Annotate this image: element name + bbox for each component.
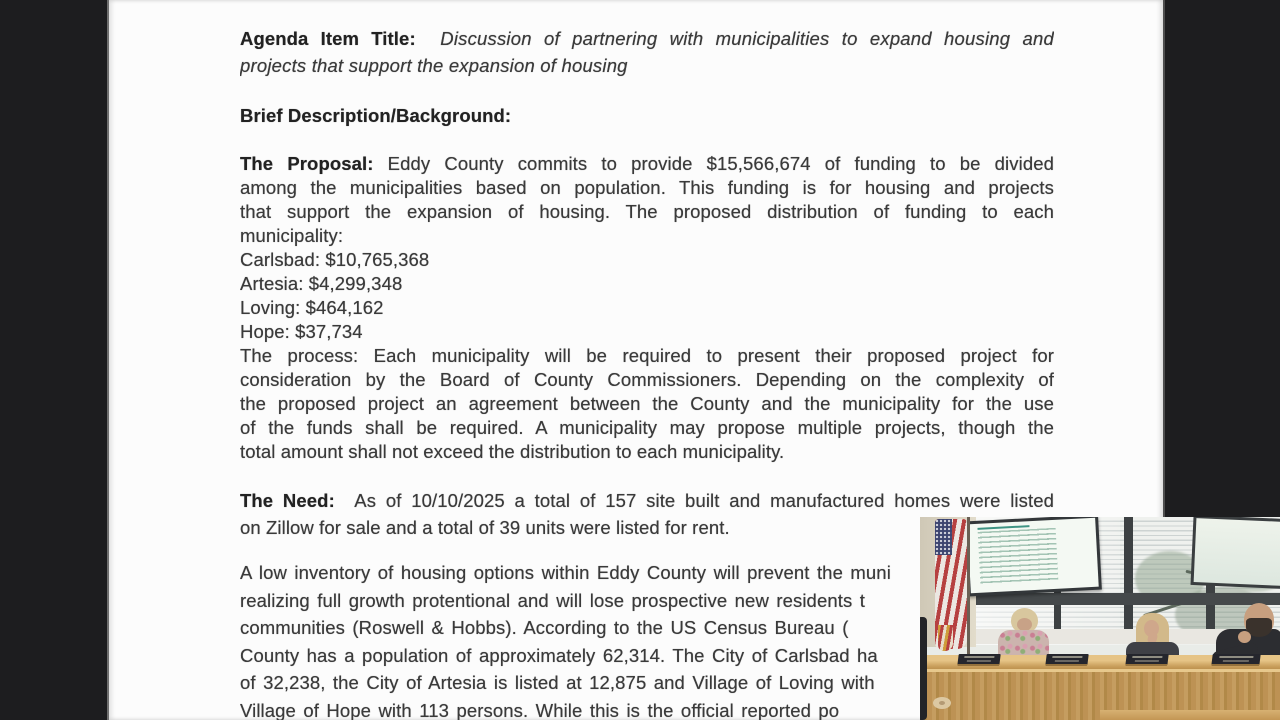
person-silhouette-edge xyxy=(920,617,927,720)
doc-text-segment: As of 10/10/2025 a total of 157 site built and manufactured homes were listed xyxy=(334,490,1054,511)
doc-text-segment: among the municipalities based on population. This funding is for housing and projects xyxy=(240,177,1054,198)
doc-line xyxy=(240,296,1054,320)
letterbox-left xyxy=(0,0,107,720)
us-flag xyxy=(935,519,967,649)
nameplate xyxy=(1045,654,1088,666)
dais-top-edge xyxy=(920,669,1280,672)
doc-text-segment: of the funds shall be required. A municipality may propose multiple projects, though the xyxy=(240,417,1054,438)
doc-line xyxy=(240,200,1054,224)
wall-outlet xyxy=(933,697,951,709)
doc-text-segment: Artesia: $4,299,348 xyxy=(240,273,403,294)
screen-doc-lines xyxy=(978,528,1059,584)
presentation-screen-left xyxy=(964,517,1102,596)
doc-line xyxy=(240,416,1054,440)
doc-text-segment: the proposed project an agreement between the County and the municipality for the use xyxy=(240,393,1054,414)
screen-content xyxy=(1194,518,1280,586)
doc-line xyxy=(240,152,1054,176)
doc-text-segment: Eddy County commits to provide $15,566,674 of funding to be divided xyxy=(373,153,1054,174)
doc-line xyxy=(240,104,1054,128)
screen-content xyxy=(967,518,1098,594)
nameplate xyxy=(957,654,1000,666)
doc-text-segment: : xyxy=(409,28,416,49)
presentation-screen-right xyxy=(1191,517,1280,589)
nameplate xyxy=(1211,654,1260,666)
doc-text-segment: Brief Description/Background: xyxy=(240,105,512,126)
doc-line xyxy=(240,487,1054,514)
doc-text-segment: realizing full growth protentional and will lose prospective new residents t xyxy=(240,589,865,611)
doc-text-segment: Village of Hope with 113 persons. While this is the official reported po xyxy=(240,699,840,720)
nameplate xyxy=(1125,654,1168,666)
flag-pole xyxy=(967,517,970,657)
doc-text-segment: communities (Roswell & Hobbs). According to the US Census Bureau ( xyxy=(240,617,849,638)
doc-text-segment: A low inventory of housing options within Eddy County will prevent the muni xyxy=(240,562,891,583)
doc-text-segment: County has a population of approximately 62,314. The City of Carlsbad ha xyxy=(240,644,878,666)
doc-text-segment: Hope: $37,734 xyxy=(240,321,363,342)
doc-text-segment: consideration by the Board of County Commissioners. Depending on the complexity of xyxy=(240,369,1054,390)
doc-line xyxy=(240,224,1054,248)
commissioner-man-right-hand xyxy=(1238,631,1251,643)
doc-line xyxy=(240,176,1054,200)
doc-line xyxy=(240,440,1054,464)
paragraph-agenda-title xyxy=(240,25,1054,79)
doc-line xyxy=(240,272,1054,296)
window-mullion xyxy=(1124,517,1133,643)
paragraph-brief-heading xyxy=(240,104,1054,128)
doc-line xyxy=(240,392,1054,416)
doc-line xyxy=(240,248,1054,272)
doc-line xyxy=(240,368,1054,392)
doc-text-segment: Agenda Item Title xyxy=(240,28,410,49)
doc-line xyxy=(240,344,1054,368)
doc-line xyxy=(240,25,1054,52)
doc-text-segment: on Zillow for sale and a total of 39 units were listed for rent. xyxy=(240,517,730,538)
doc-text-segment: municipality: xyxy=(240,225,344,246)
paragraph-proposal xyxy=(240,152,1054,464)
doc-text-segment: The Proposal: xyxy=(240,153,374,174)
doc-text-segment: The process: Each municipality will be required to present their proposed project for xyxy=(240,345,1054,366)
doc-line xyxy=(240,52,1054,79)
doc-text-segment: total amount shall not exceed the distribution to each municipality. xyxy=(240,441,785,462)
doc-line xyxy=(240,320,1054,344)
dais-lower-ledge xyxy=(1100,710,1280,720)
doc-text-segment: of 32,238, the City of Artesia is listed at 12,875 and Village of Loving with xyxy=(240,672,875,693)
doc-text-segment: that support the expansion of housing. The proposed distribution of funding to each xyxy=(240,201,1054,222)
doc-text-segment: Carlsbad: $10,765,368 xyxy=(240,249,430,270)
flag-fringe xyxy=(938,625,953,651)
flag-canton xyxy=(935,519,952,555)
doc-text-segment: The Need: xyxy=(240,490,335,511)
doc-text-segment: Discussion of partnering with municipalities to expand housing and xyxy=(415,28,1054,49)
doc-text-segment: projects that support the expansion of housing xyxy=(240,55,628,76)
doc-text-segment: Loving: $464,162 xyxy=(240,297,384,318)
meeting-video-overlay[interactable] xyxy=(920,517,1280,720)
